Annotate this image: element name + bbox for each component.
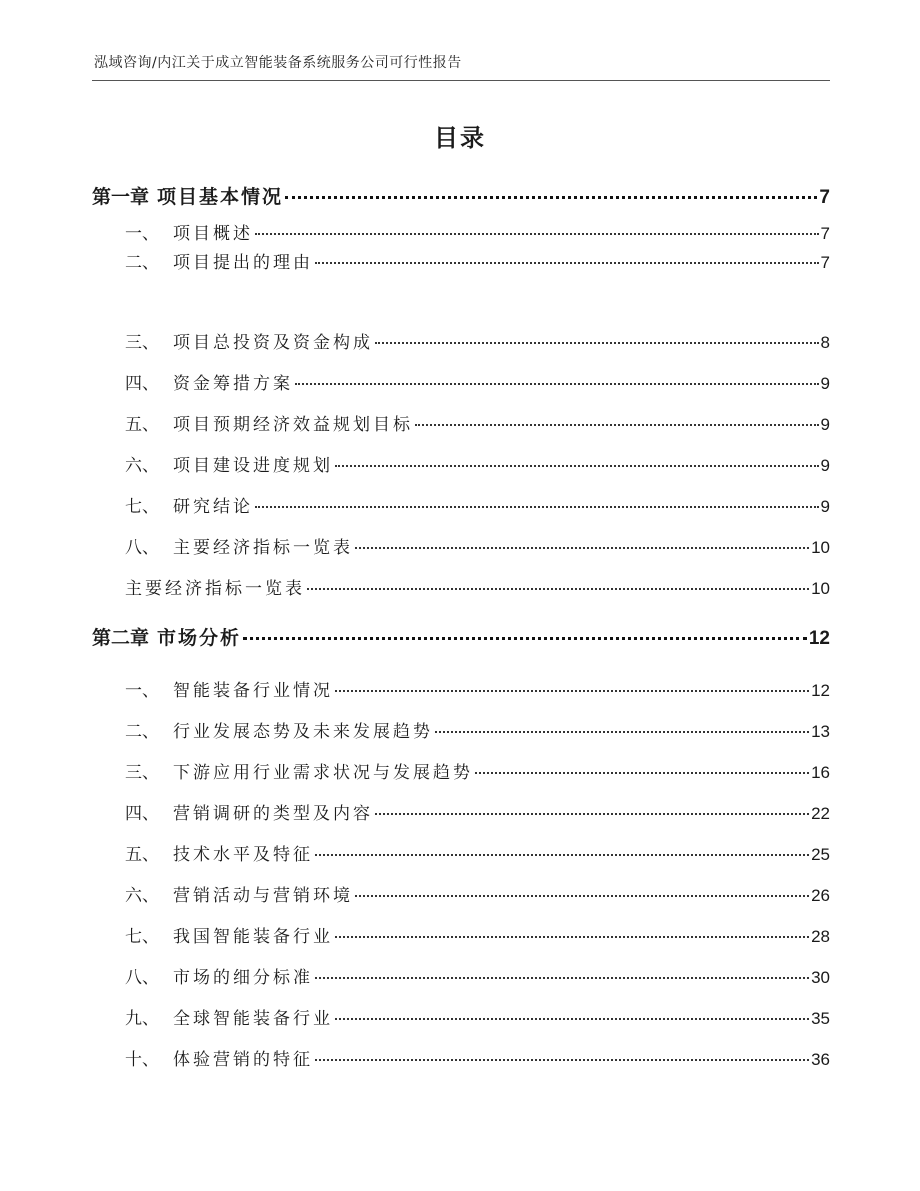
toc-entry-section[interactable] (125, 369, 830, 394)
toc-entry-label: 项目总投资及资金构成 (173, 333, 373, 353)
toc-entry-number: 六、 (125, 886, 159, 906)
toc-entry-label: 市场的细分标准 (173, 968, 313, 988)
toc-entry-section[interactable] (125, 676, 830, 701)
dot-leader (295, 383, 819, 385)
toc-entry-section[interactable] (125, 219, 830, 244)
toc-entry-label: 项目基本情况 (157, 186, 284, 208)
toc-entry-number: 四、 (125, 374, 159, 394)
toc-entry-page: 8 (820, 333, 830, 352)
dot-leader (355, 895, 809, 897)
toc-entry-page: 9 (820, 456, 830, 475)
dot-leader (315, 1059, 809, 1061)
toc-entry-section[interactable] (125, 533, 830, 558)
toc-entry-number: 一、 (125, 224, 159, 244)
dot-leader (335, 936, 809, 938)
toc-entry-section[interactable] (125, 840, 830, 865)
toc-entry-number: 八、 (125, 538, 159, 558)
toc-entry-number: 第一章 (92, 186, 150, 208)
toc-entry-page: 7 (820, 224, 830, 243)
toc-entry-page: 13 (811, 722, 830, 741)
toc-entry-label: 行业发展态势及未来发展趋势 (173, 722, 433, 742)
toc-entry-page: 30 (811, 968, 830, 987)
toc-entry-label: 全球智能装备行业 (173, 1009, 333, 1029)
dot-leader (475, 772, 809, 774)
toc-entry-page: 35 (811, 1009, 830, 1028)
dot-leader (285, 196, 817, 199)
running-header: 泓域咨询/内江关于成立智能装备系统服务公司可行性报告 (94, 55, 462, 71)
toc-entry-number: 一、 (125, 681, 159, 701)
toc-entry-section[interactable] (125, 328, 830, 353)
toc-entry-label: 我国智能装备行业 (173, 927, 333, 947)
toc-entry-label: 智能装备行业情况 (173, 681, 333, 701)
toc-entry-page: 10 (811, 579, 830, 598)
toc-entry-page: 12 (808, 628, 830, 649)
toc-entry-page: 7 (820, 253, 830, 272)
toc-entry-page: 22 (811, 804, 830, 823)
toc-entry-label: 主要经济指标一览表 (125, 579, 305, 599)
toc-entry-page: 25 (811, 845, 830, 864)
toc-entry-section[interactable] (125, 248, 830, 273)
toc-entry-page: 12 (811, 681, 830, 700)
toc-entry-section[interactable] (125, 758, 830, 783)
toc-entry-page: 10 (811, 538, 830, 557)
toc-entry-number: 八、 (125, 968, 159, 988)
toc-entry-page: 36 (811, 1050, 830, 1069)
toc-entry-number: 七、 (125, 497, 159, 517)
toc-entry-page: 9 (820, 374, 830, 393)
toc-entry-section[interactable] (125, 410, 830, 435)
toc-entry-label: 项目提出的理由 (173, 253, 313, 273)
toc-entry-section[interactable] (125, 1004, 830, 1029)
toc-entry-page: 9 (820, 415, 830, 434)
toc-entry-chapter-2[interactable] (92, 623, 830, 650)
dot-leader (375, 342, 819, 344)
dot-leader (255, 506, 819, 508)
toc-entry-page: 9 (820, 497, 830, 516)
toc-entry-table[interactable] (125, 574, 830, 599)
toc-entry-number: 第二章 (92, 627, 150, 649)
toc-entry-label: 项目预期经济效益规划目标 (173, 415, 413, 435)
toc-entry-page: 28 (811, 927, 830, 946)
dot-leader (375, 813, 809, 815)
toc-entry-number: 九、 (125, 1009, 159, 1029)
dot-leader (335, 690, 809, 692)
toc-entry-number: 三、 (125, 333, 159, 353)
toc-entry-label: 项目概述 (173, 224, 253, 244)
dot-leader (243, 637, 807, 640)
dot-leader (335, 465, 819, 467)
toc-entry-section[interactable] (125, 922, 830, 947)
toc-entry-label: 主要经济指标一览表 (173, 538, 353, 558)
toc-entry-number: 五、 (125, 415, 159, 435)
toc-entry-number: 四、 (125, 804, 159, 824)
toc-entry-label: 营销活动与营销环境 (173, 886, 353, 906)
toc-entry-label: 技术水平及特征 (173, 845, 313, 865)
toc-entry-number: 二、 (125, 253, 159, 273)
dot-leader (435, 731, 809, 733)
dot-leader (315, 262, 819, 264)
toc-entry-page: 16 (811, 763, 830, 782)
toc-entry-label: 下游应用行业需求状况与发展趋势 (173, 763, 473, 783)
toc-entry-label: 营销调研的类型及内容 (173, 804, 373, 824)
toc-entry-label: 研究结论 (173, 497, 253, 517)
dot-leader (315, 854, 809, 856)
toc-entry-number: 六、 (125, 456, 159, 476)
toc-entry-label: 市场分析 (157, 627, 242, 649)
toc-entry-section[interactable] (125, 881, 830, 906)
dot-leader (255, 233, 819, 235)
toc-entry-number: 五、 (125, 845, 159, 865)
toc-entry-section[interactable] (125, 1045, 830, 1070)
toc-entry-page: 26 (811, 886, 830, 905)
toc-entry-label: 资金筹措方案 (173, 374, 293, 394)
toc-entry-section[interactable] (125, 492, 830, 517)
toc-entry-label: 体验营销的特征 (173, 1050, 313, 1070)
dot-leader (355, 547, 809, 549)
toc-entry-section[interactable] (125, 799, 830, 824)
toc-entry-section[interactable] (125, 963, 830, 988)
toc-entry-label: 项目建设进度规划 (173, 456, 333, 476)
toc-entry-number: 七、 (125, 927, 159, 947)
toc-entry-section[interactable] (125, 451, 830, 476)
toc-title: 目录 (434, 124, 486, 152)
toc-entry-chapter-1[interactable] (92, 182, 830, 209)
toc-entry-page: 7 (819, 187, 830, 208)
dot-leader (315, 977, 809, 979)
dot-leader (307, 588, 809, 590)
dot-leader (415, 424, 819, 426)
toc-entry-number: 十、 (125, 1050, 159, 1070)
toc-entry-number: 二、 (125, 722, 159, 742)
dot-leader (335, 1018, 809, 1020)
toc-entry-section[interactable] (125, 717, 830, 742)
toc-entry-number: 三、 (125, 763, 159, 783)
